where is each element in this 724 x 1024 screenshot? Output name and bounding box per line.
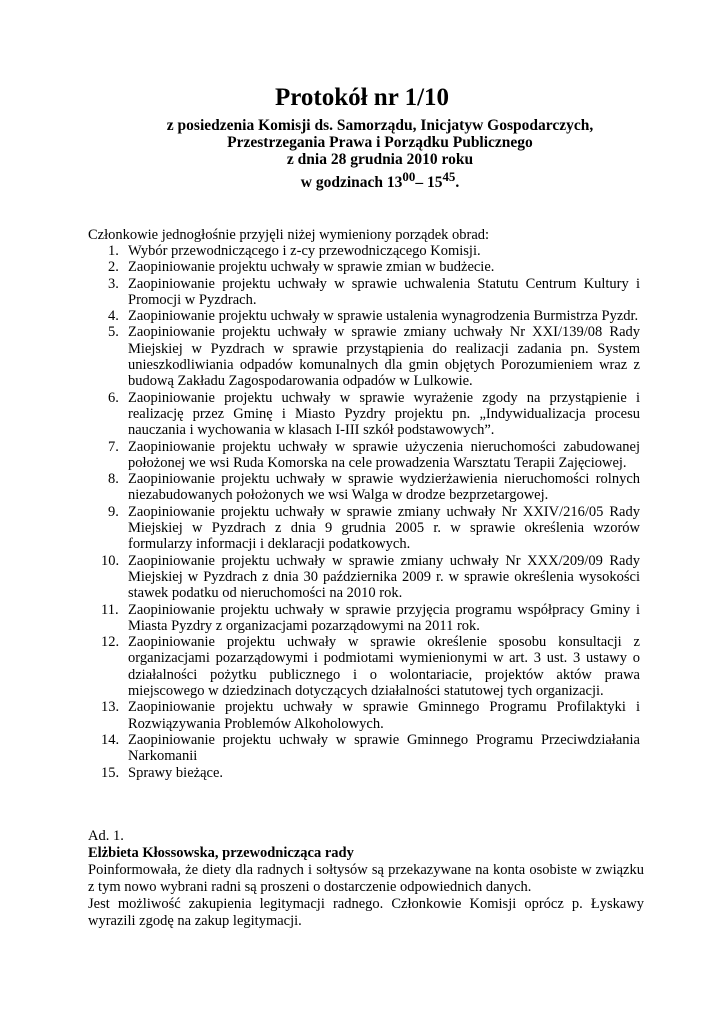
agenda-item-number: 11. xyxy=(101,601,119,618)
agenda-item xyxy=(108,504,640,553)
ad1-label: Ad. 1. xyxy=(88,828,124,844)
agenda-item-text: Zaopiniowanie projektu uchwały w sprawie wyrażenie zgody na przystąpienie i realizację przez Gminę i Miasto Pyzdry projektu pn. „Indywidualizacja procesu nauczania i wychowania w klasach I-III szkół podstawowych”. xyxy=(128,389,640,439)
agenda-item-text: Zaopiniowanie projektu uchwały w sprawie Gminnego Programu Profilaktyki i Rozwiązywania Problemów Alkoholowych. xyxy=(128,699,640,732)
agenda-item-number: 9. xyxy=(108,503,119,520)
document-subtitle xyxy=(140,117,620,191)
hours-suffix: . xyxy=(455,174,460,192)
agenda-item-text: Zaopiniowanie projektu uchwały w sprawie zmian w budżecie. xyxy=(128,259,495,276)
agenda-item-number: 15. xyxy=(101,764,120,781)
hours-prefix: w godzinach 13 xyxy=(300,174,403,192)
hours-end-minutes: 45 xyxy=(442,169,456,184)
hours-mid: – 15 xyxy=(415,174,443,192)
agenda-item-number: 2. xyxy=(108,259,119,276)
agenda-item-text: Zaopiniowanie projektu uchwały w sprawie zmiany uchwały Nr XXI/139/08 Rady Miejskiej w Pyzdrach w sprawie przystąpienia do realizacji zadania pn. System unieszkodliwiania odpadów komunalnych dla gmin objętych Porozumieniem wraz z budową Zakładu Zagospodarowania odpadów w Lulkowie. xyxy=(128,324,640,390)
agenda-item-number: 8. xyxy=(108,471,119,488)
agenda-item-text: Wybór przewodniczącego i z-cy przewodniczącego Komisji. xyxy=(128,243,481,259)
agenda-item-text: Zaopiniowanie projektu uchwały w sprawie wydzierżawienia nieruchomości rolnych niezabudowanych położonych we wsi Walga w drodze bezprzetargowej. xyxy=(128,471,640,504)
agenda-item-number: 14. xyxy=(101,731,120,748)
agenda-item xyxy=(108,308,640,324)
agenda-item xyxy=(101,731,640,765)
agenda-item-text: Zaopiniowanie projektu uchwały w sprawie Gminnego Programu Przeciwdziałania Narkomanii xyxy=(128,731,640,765)
agenda-item-number: 3. xyxy=(108,275,119,292)
agenda-item-text: Sprawy bieżące. xyxy=(128,764,224,781)
agenda-item-text: Zaopiniowanie projektu uchwały w sprawie ustalenia wynagrodzenia Burmistrza Pyzdr. xyxy=(128,308,639,325)
agenda-item-text: Zaopiniowanie projektu uchwały w sprawie określenie sposobu konsultacji z organizacjami pozarządowymi i podmiotami wymienionymi w art. 3 ust. 3 ustawy o działalności pożytku publicznego i o wolontariacie, projektów aktów prawa miejscowego w dziedzinach dotyczących działalności statutowej tych organizacji. xyxy=(128,634,640,700)
subtitle-line: Przestrzegania Prawa i Porządku Publicznego xyxy=(227,134,533,151)
agenda-item-text: Zaopiniowanie projektu uchwały w sprawie użyczenia nieruchomości zabudowanej położonej we wsi Ruda Komorska na cele prowadzenia Warsztatu Terapii Zajęciowej. xyxy=(128,438,640,471)
ad1-speaker: Elżbieta Kłossowska, przewodnicząca rady xyxy=(88,845,354,861)
ad1-section xyxy=(88,828,644,930)
ad1-paragraph: Jest możliwość zakupienia legitymacji radnego. Członkowie Komisji oprócz p. Łyskawy wyrazili zgodę na zakup legitymacji. xyxy=(88,896,644,929)
agenda-item xyxy=(108,439,640,472)
agenda-item xyxy=(101,601,640,635)
agenda-item xyxy=(101,764,640,781)
agenda-item xyxy=(101,634,640,700)
agenda-item xyxy=(108,276,640,309)
agenda-item xyxy=(108,471,640,504)
agenda-item-text: Zaopiniowanie projektu uchwały w sprawie zmiany uchwały Nr XXIV/216/05 Rady Miejskiej w Pyzdrach z dnia 9 grudnia 2005 r. w sprawie określenia wzorów formularzy informacji i deklaracji podatkowych. xyxy=(128,503,640,553)
agenda-item xyxy=(108,243,640,259)
agenda-item xyxy=(108,390,640,439)
meeting-hours xyxy=(140,168,620,191)
agenda-item-text: Zaopiniowanie projektu uchwały w sprawie uchwalenia Statutu Centrum Kultury i Promocji w Pyzdrach. xyxy=(128,275,640,308)
ad1-paragraph: Poinformowała, że diety dla radnych i sołtysów są przekazywane na konta osobiste w związku z tym nowo wybrani radni są proszeni o dostarczenie odpowiednich danych. xyxy=(88,862,644,895)
subtitle-line: z dnia 28 grudnia 2010 roku xyxy=(286,151,474,168)
hours-start-minutes: 00 xyxy=(402,169,416,184)
agenda-item-number: 7. xyxy=(108,438,119,455)
agenda-item-text: Zaopiniowanie projektu uchwały w sprawie zmiany uchwały Nr XXX/209/09 Rady Miejskiej w Pyzdrach z dnia 30 października 2009 r. w sprawie określenia wysokości stawek podatku od nieruchomości na 2010 rok. xyxy=(128,552,640,602)
agenda-item-number: 10. xyxy=(101,552,120,569)
agenda-item-number: 4. xyxy=(108,308,119,325)
agenda-item-number: 6. xyxy=(108,389,119,406)
agenda-item-text: Zaopiniowanie projektu uchwały w sprawie przyjęcia programu współpracy Gminy i Miasta Pyzdry z organizacjami pozarządowymi na 2011 rok. xyxy=(128,601,640,634)
agenda-item-number: 5. xyxy=(108,324,119,341)
agenda-list xyxy=(101,243,640,781)
document-title: Protokół nr 1/10 xyxy=(274,84,450,111)
agenda-item xyxy=(108,259,640,275)
agenda-item-number: 12. xyxy=(101,634,120,651)
agenda-item xyxy=(108,324,640,389)
agenda-item xyxy=(101,699,640,732)
agenda-item-number: 1. xyxy=(108,243,119,259)
subtitle-line: z posiedzenia Komisji ds. Samorządu, Inicjatyw Gospodarczych, xyxy=(166,117,594,134)
agenda-item xyxy=(101,552,640,602)
agenda-intro: Członkowie jednogłośnie przyjęli niżej wymieniony porządek obrad: xyxy=(88,227,490,243)
agenda-item-number: 13. xyxy=(101,699,120,716)
